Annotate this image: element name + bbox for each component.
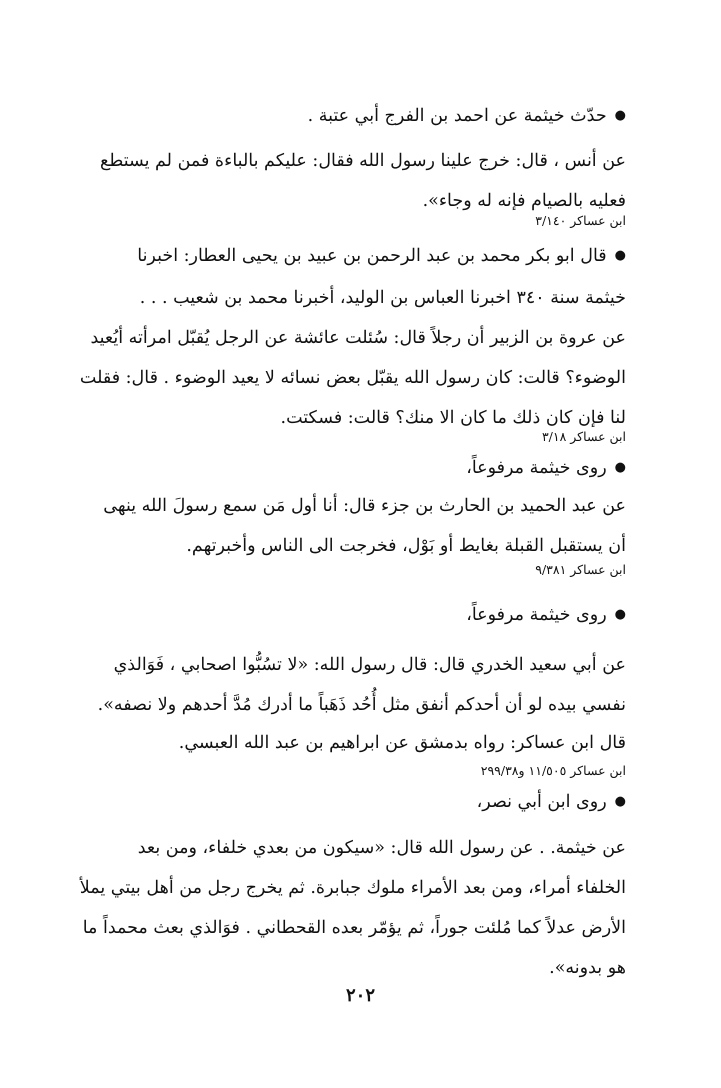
isnad-text: خيثمة سنة ٣٤٠ اخبرنا العباس بن الوليد، أخبرنا محمد بن شعيب . . . [139, 288, 626, 308]
isnad-line [101, 595, 626, 637]
hadith-line: الخلفاء أمراء، ومن بعد الأمراء ملوك جبابرة. ثم يخرج رجل من أهل بيتي يملأ [79, 878, 626, 898]
hadith-text [97, 645, 626, 725]
isnad-line [101, 782, 626, 824]
hadith-line: عن خيثمة. . عن رسول الله قال: «سيكون من بعدي خلفاء، ومن بعد [137, 838, 626, 858]
isnad-line [101, 236, 626, 318]
source-reference [101, 428, 626, 446]
hadith-line: عن أبي سعيد الخدري قال: قال رسول الله: «لا تسُبُّوا اصحابي ، فَوَالذي [113, 655, 626, 675]
hadith-text [101, 486, 626, 566]
hadith-text [79, 318, 626, 438]
isnad-line [101, 448, 626, 490]
hadith-line: عن أنس ، قال: خرج علينا رسول الله فقال: عليكم بالباءة فمن لم يستطع [100, 151, 626, 171]
source-text: ابن عساكر ٩/٣٨١ [535, 562, 626, 577]
isnad-text: ● روى ابن أبي نصر، [101, 782, 626, 824]
hadith-line: فعليه بالصيام فإنه له وجاء». [422, 191, 626, 211]
hadith-line: هو بدونه». [549, 958, 626, 978]
isnad-line [101, 96, 626, 138]
hadith-line: الأرض عدلاً كما مُلئت جوراً، ثم يؤمّر بعده القحطاني . فوَالذي بعث محمداً ما [82, 918, 626, 938]
comment-line: قال ابن عساكر: رواه بدمشق عن ابراهيم بن عبد الله العبسي. [178, 733, 626, 753]
hadith-line: لنا فإن كان ذلك ما كان الا منك؟ قالت: فسكتت. [280, 408, 626, 428]
hadith-text [79, 828, 626, 988]
source-reference [101, 212, 626, 230]
isnad-text: ● روى خيثمة مرفوعاً، [101, 595, 626, 637]
hadith-line: الوضوء؟ قالت: كان رسول الله يقبّل بعض نسائه لا يعيد الوضوء . قال: فقلت [79, 368, 626, 388]
isnad-text: ● قال ابو بكر محمد بن عبد الرحمن بن عبيد بن يحيى العطار: اخبرنا [101, 236, 626, 278]
hadith-text [101, 141, 626, 221]
source-text: ابن عساكر ١١/٥٠٥ و٢٩٩/٣٨ [480, 763, 626, 778]
hadith-line: عن عبد الحميد بن الحارث بن جزء قال: أنا أول مَن سمع رسولَ الله ينهى [103, 496, 626, 516]
comment-text [101, 723, 626, 763]
source-reference [101, 762, 626, 780]
hadith-line: عن عروة بن الزبير أن رجلاً قال: سُئلت عائشة عن الرجل يُقبّل امرأته أيُعيد [90, 328, 626, 348]
isnad-text: ● حدّث خيثمة عن احمد بن الفرج أبي عتبة . [101, 96, 626, 138]
hadith-line: نفسي بيده لو أن أحدكم أنفق مثل أُحُد ذَهَباً ما أدرك مُدَّ أحدهم ولا نصفه». [97, 695, 626, 715]
page-number: ٢٠٢ [345, 985, 375, 1006]
hadith-line: أن يستقبل القبلة بغايط أو بَوْل، فخرجت الى الناس وأخبرتهم. [186, 536, 626, 556]
source-text: ابن عساكر ٣/١٨ [541, 429, 626, 444]
isnad-text: ● روى خيثمة مرفوعاً، [101, 448, 626, 490]
source-reference [101, 561, 626, 579]
source-text: ابن عساكر ٣/١٤٠ [535, 213, 626, 228]
